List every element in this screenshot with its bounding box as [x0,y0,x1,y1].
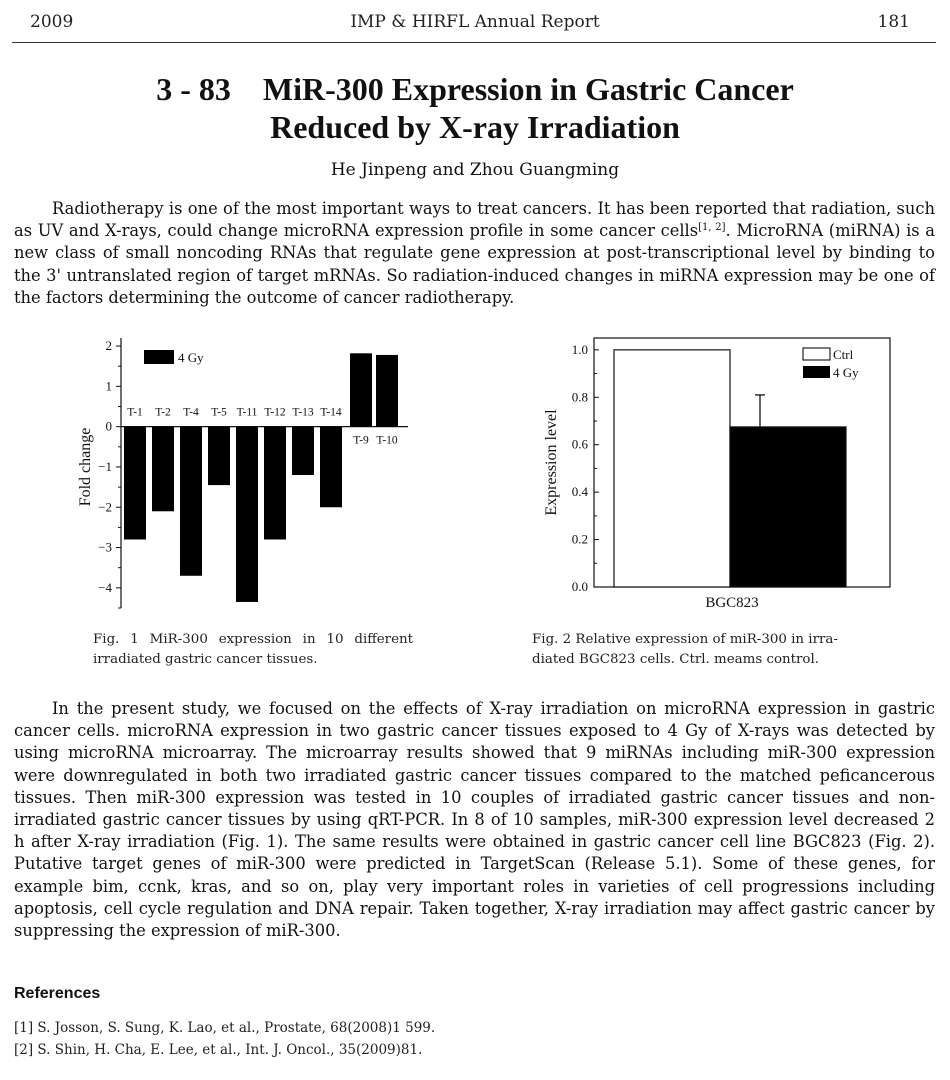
y-tick-label: 0.6 [571,436,588,452]
bar [264,427,286,540]
y-tick-label: 2 [105,338,112,354]
legend-label-ctrl: Ctrl [833,347,854,362]
y-tick-label: 0.4 [571,484,588,500]
bar [124,427,146,540]
bar [320,427,342,508]
fig2-expression-level-chart [535,330,895,620]
y-tick-label: −1 [98,458,112,474]
y-axis-label: Fold change [77,427,94,507]
y-tick-label: 0.8 [571,389,588,405]
bar-category-label: T-12 [264,406,286,419]
bar-category-label: T-4 [183,406,199,419]
bar-4gy [730,427,846,587]
bar [152,427,174,512]
y-tick-label: 1 [105,378,112,394]
header-year: 2009 [30,12,74,32]
body-paragraph [14,698,935,942]
fig1-caption [93,630,413,670]
title-line-2: Reduced by X-ray Irradiation [270,109,680,145]
legend-swatch-4gy [803,366,830,378]
reference-item: [2] S. Shin, H. Cha, E. Lee, et al., Int. J. Oncol., 35(2009)81. [14,1042,423,1058]
y-tick-label: −4 [98,579,112,595]
legend-swatch [144,350,174,364]
header-rule [12,42,936,43]
y-tick-label: 0.2 [571,531,588,547]
bar [236,427,258,602]
bar-category-label: T-2 [155,406,171,419]
x-axis-label: BGC823 [705,595,759,611]
legend-swatch-ctrl [803,348,830,360]
authors: He Jinpeng and Zhou Guangming [330,160,620,180]
bar-category-label: T-5 [211,406,227,419]
fig1-caption-line1: Fig. 1 MiR-300 expression in 10 different [93,632,413,647]
intro-text: Radiotherapy is one of the most important ways to treat cancers. It has been reported that radiation, such as UV and X-rays, could change microRNA expression profile in some cancer cells [14,199,935,241]
bar [376,355,398,427]
y-tick-label: 0 [105,418,112,434]
bar [350,353,372,426]
y-tick-label: 0.0 [571,579,588,594]
fig2-caption-line2: diated BGC823 cells. Ctrl. meams control. [532,652,820,667]
y-tick-label: −3 [98,539,112,555]
bar [292,427,314,475]
intro-paragraph [14,198,935,309]
y-tick-label: 1.0 [571,341,588,357]
body-text: In the present study, we focused on the effects of X-ray irradiation on microRNA expression in gastric cancer cells. microRNA expression in two gastric cancer tissues exposed to 4 Gy of X-rays was detected by using microRNA microarray. The microarray results showed that 9 miRNAs including miR-300 expression were downregulated in both two irradiated gastric cancer tissues compared to the matched peficancerous tissues. Then miR-300 expression was tested in 10 couples of irradiated gastric cancer tissues and non-irradiated gastric cancer tissues by using qRT-PCR. In 8 of 10 samples, miR-300 expression level decreased 2 h after X-ray irradiation (Fig. 1). The same results were obtained in gastric cancer cell line BGC823 (Fig. 2). Putative target genes of miR-300 were predicted in TargetScan (Release 5.1). Some of these genes, for example bim, ccnk, kras, and so on, play very important roles in varieties of cell progressions including apoptosis, cell cycle regulation and DNA repair. Taken together, X-ray irradiation may affect gastric cancer by suppressing the expression of miR-300. [14,699,935,941]
fig2-caption [532,630,867,670]
header-journal: IMP & HIRFL Annual Report [350,12,600,32]
bar-category-label: T-10 [376,434,398,447]
legend-label: 4 Gy [178,350,204,365]
fig1-caption-line2: irradiated gastric cancer tissues. [93,652,318,667]
intro-text-cont: . MicroRNA (miRNA) is a new class of small noncoding RNAs that regulate gene expression at post-transcriptional level by binding to the 3' untranslated region of target mRNAs. So radiation-induced changes in miRNA expression may be one of the factors determining the outcome of cancer radiotherapy. [14,221,936,307]
fig1-fold-change-chart [70,330,500,630]
bar-category-label: T-1 [127,406,143,419]
citation: [1, 2] [698,222,726,234]
legend-label-4gy: 4 Gy [833,365,859,380]
bar [208,427,230,485]
y-axis-label: Expression level [543,409,560,516]
bar-ctrl [614,350,730,587]
bar-category-label: T-9 [353,434,369,447]
fig2-caption-line1: Fig. 2 Relative expression of miR-300 in irra- [532,632,838,647]
header-page-number: 181 [877,12,910,32]
reference-item: [1] S. Josson, S. Sung, K. Lao, et al., Prostate, 68(2008)1 599. [14,1020,436,1036]
y-tick-label: −2 [98,499,112,515]
bar-category-label: T-11 [236,406,258,419]
references-heading: References [14,985,101,1002]
bar-category-label: T-13 [292,406,314,419]
title-line-1: 3 - 83 MiR-300 Expression in Gastric Cancer [156,71,794,107]
bar-category-label: T-14 [320,406,342,419]
bar [180,427,202,576]
paper-title [60,70,890,146]
